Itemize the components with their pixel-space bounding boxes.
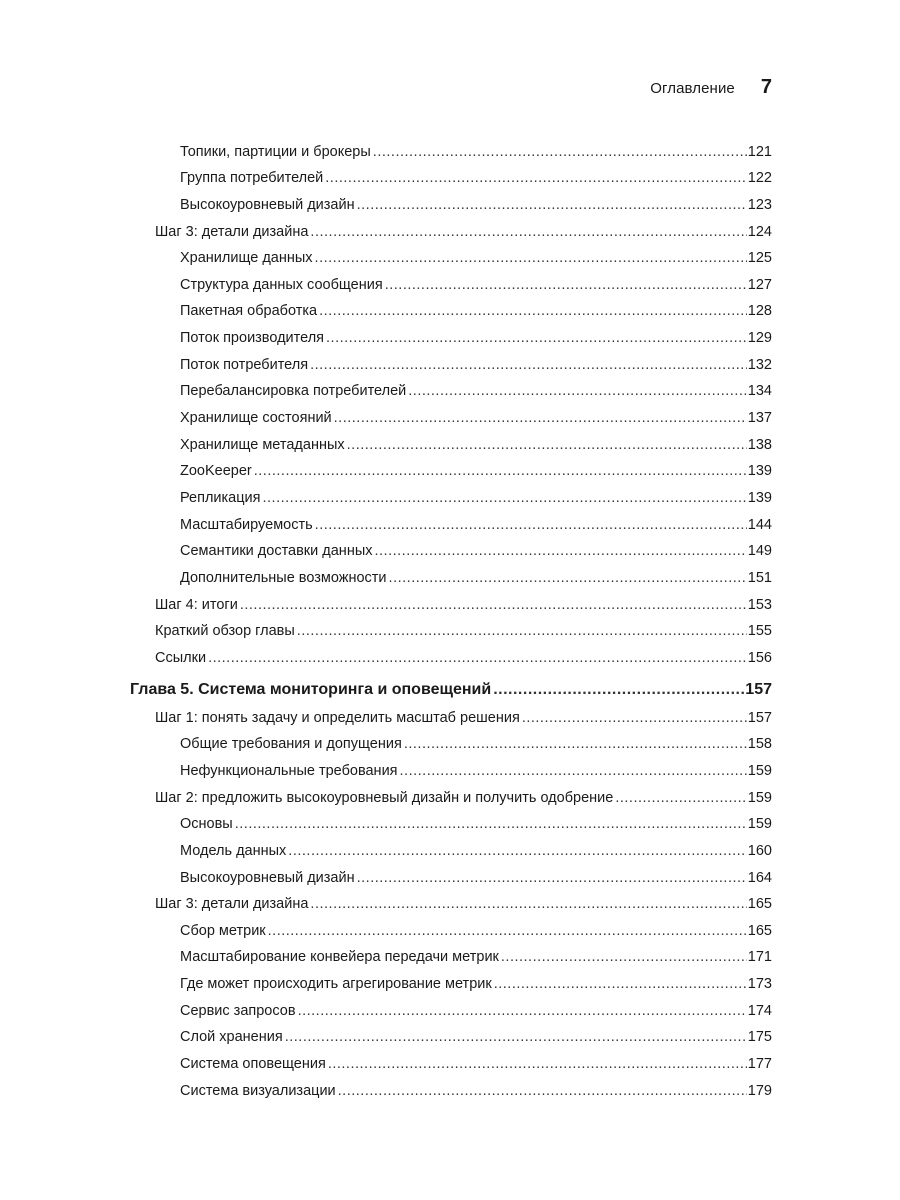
toc-entry xyxy=(180,378,772,404)
toc-entry xyxy=(180,971,772,997)
toc-entry-title: Дополнительные возможности xyxy=(180,570,387,586)
toc-entry-title: Модель данных xyxy=(180,843,287,859)
toc-entry-page: 144 xyxy=(747,517,772,533)
dot-leader xyxy=(615,785,746,811)
toc-entry-page: 159 xyxy=(747,763,772,779)
toc-entry-title: Поток производителя xyxy=(180,330,325,346)
dot-leader xyxy=(375,538,747,564)
dot-leader xyxy=(326,325,747,351)
dot-leader xyxy=(373,139,747,165)
toc-entry-title: Перебалансировка потребителей xyxy=(180,383,407,399)
toc-entry-title: Сбор метрик xyxy=(180,923,266,939)
toc-entry-page: 138 xyxy=(747,437,772,453)
toc-entry-title: Краткий обзор главы xyxy=(155,623,295,639)
toc-entry-title: Группа потребителей xyxy=(180,170,324,186)
toc-entry xyxy=(180,944,772,970)
toc-entry-page: 139 xyxy=(747,490,772,506)
toc-entry-title: Основы xyxy=(180,816,233,832)
toc-entry-page: 156 xyxy=(747,650,772,666)
toc-entry xyxy=(180,192,772,218)
toc-entry-title: Пакетная обработка xyxy=(180,303,318,319)
toc-entry-title: Шаг 3: детали дизайна xyxy=(155,224,309,240)
toc-entry xyxy=(155,618,772,644)
toc-entry-page: 171 xyxy=(747,949,772,965)
toc-entry-title: Хранилище состояний xyxy=(180,410,332,426)
dot-leader xyxy=(315,245,747,271)
toc-entry-page: 132 xyxy=(747,357,772,373)
toc-entry-page: 151 xyxy=(747,570,772,586)
toc-entry-page: 157 xyxy=(745,681,772,698)
dot-leader xyxy=(385,272,747,298)
dot-leader xyxy=(319,298,747,324)
toc-entry-title: Репликация xyxy=(180,490,261,506)
toc-entry-title: Сервис запросов xyxy=(180,1003,296,1019)
running-head-title: Оглавление xyxy=(650,80,735,97)
dot-leader xyxy=(297,618,747,644)
toc-entry-title: Хранилище данных xyxy=(180,250,313,266)
dot-leader xyxy=(310,891,746,917)
toc-entry-title: Хранилище метаданных xyxy=(180,437,345,453)
toc-entry-page: 159 xyxy=(747,790,772,806)
toc-entry-page: 173 xyxy=(747,976,772,992)
dot-leader xyxy=(268,918,747,944)
toc-entry xyxy=(180,731,772,757)
toc-entry xyxy=(155,592,772,618)
toc-entry-page: 174 xyxy=(747,1003,772,1019)
dot-leader xyxy=(240,592,747,618)
toc-entry-page: 177 xyxy=(747,1056,772,1072)
toc-entry xyxy=(180,865,772,891)
toc-entry xyxy=(180,998,772,1024)
toc-entry xyxy=(180,165,772,191)
toc-entry-title: Структура данных сообщения xyxy=(180,277,383,293)
dot-leader xyxy=(494,971,747,997)
toc-entry-title: Где может происходить агрегирование метрик xyxy=(180,976,492,992)
dot-leader xyxy=(315,512,747,538)
dot-leader xyxy=(338,1078,747,1104)
toc-entry-page: 165 xyxy=(747,896,772,912)
toc-entry-title: ZooKeeper xyxy=(180,463,252,479)
toc-entry xyxy=(155,645,772,671)
dot-leader xyxy=(334,405,747,431)
toc-entry xyxy=(180,245,772,271)
dot-leader xyxy=(208,645,747,671)
dot-leader xyxy=(357,192,747,218)
dot-leader xyxy=(501,944,747,970)
toc-entry-page: 125 xyxy=(747,250,772,266)
dot-leader xyxy=(298,998,747,1024)
toc-entry xyxy=(155,785,772,811)
dot-leader xyxy=(357,865,747,891)
running-head xyxy=(650,76,772,99)
toc-entry-title: Общие требования и допущения xyxy=(180,736,402,752)
dot-leader xyxy=(288,838,747,864)
toc-entry-page: 175 xyxy=(747,1029,772,1045)
dot-leader xyxy=(408,378,747,404)
toc-entry xyxy=(180,918,772,944)
toc-entry xyxy=(180,139,772,165)
toc-entry-title: Топики, партиции и брокеры xyxy=(180,144,371,160)
toc-entry xyxy=(180,1051,772,1077)
toc-entry-page: 134 xyxy=(747,383,772,399)
toc-entry-page: 155 xyxy=(747,623,772,639)
toc-entry-title: Семантики доставки данных xyxy=(180,543,373,559)
toc-entry-page: 122 xyxy=(747,170,772,186)
page-number: 7 xyxy=(760,76,772,98)
toc-entry xyxy=(180,432,772,458)
dot-leader xyxy=(263,485,747,511)
toc-entry xyxy=(180,298,772,324)
toc-entry xyxy=(180,758,772,784)
toc-entry-page: 160 xyxy=(747,843,772,859)
toc-entry xyxy=(180,272,772,298)
toc-entry-page: 159 xyxy=(747,816,772,832)
toc-entry-title: Нефункциональные требования xyxy=(180,763,398,779)
toc-entry-page: 153 xyxy=(747,597,772,613)
dot-leader xyxy=(404,731,747,757)
dot-leader xyxy=(235,811,747,837)
toc-entry xyxy=(155,891,772,917)
toc-entry xyxy=(180,405,772,431)
toc-entry-title: Глава 5. Система мониторинга и оповещений xyxy=(130,681,492,698)
toc-entry-page: 137 xyxy=(747,410,772,426)
dot-leader xyxy=(254,458,747,484)
toc-entry-title: Слой хранения xyxy=(180,1029,283,1045)
toc-entry xyxy=(155,705,772,731)
dot-leader xyxy=(310,219,746,245)
toc-entry-page: 179 xyxy=(747,1083,772,1099)
toc-entry xyxy=(180,1024,772,1050)
dot-leader xyxy=(347,432,747,458)
toc-entry-page: 139 xyxy=(747,463,772,479)
toc-entry-title: Шаг 2: предложить высокоуровневый дизайн и получить одобрение xyxy=(155,790,614,806)
toc-entry xyxy=(180,352,772,378)
toc-entry-title: Шаг 1: понять задачу и определить масштаб решения xyxy=(155,710,520,726)
toc-entry xyxy=(180,458,772,484)
toc-entry xyxy=(180,485,772,511)
toc-entry-page: 157 xyxy=(747,710,772,726)
toc-entry-title: Система оповещения xyxy=(180,1056,326,1072)
dot-leader xyxy=(389,565,747,591)
dot-leader xyxy=(493,677,744,703)
toc-entry-title: Система визуализации xyxy=(180,1083,336,1099)
toc-entry-title: Высокоуровневый дизайн xyxy=(180,197,355,213)
dot-leader xyxy=(400,758,747,784)
toc-entry xyxy=(180,1078,772,1104)
dot-leader xyxy=(328,1051,747,1077)
toc-entry-page: 129 xyxy=(747,330,772,346)
toc-chapter-entry xyxy=(130,677,772,703)
dot-leader xyxy=(285,1024,747,1050)
toc-entry-page: 121 xyxy=(747,144,772,160)
dot-leader xyxy=(310,352,747,378)
dot-leader xyxy=(325,165,747,191)
toc-entry-title: Масштабируемость xyxy=(180,517,313,533)
toc-entry xyxy=(180,811,772,837)
toc-entry-page: 158 xyxy=(747,736,772,752)
toc-entry-title: Высокоуровневый дизайн xyxy=(180,870,355,886)
toc-entry-title: Поток потребителя xyxy=(180,357,309,373)
toc-entry xyxy=(180,538,772,564)
toc-entry xyxy=(180,325,772,351)
toc-entry-page: 123 xyxy=(747,197,772,213)
toc-entry-title: Ссылки xyxy=(155,650,207,666)
toc-entry-page: 124 xyxy=(747,224,772,240)
toc-entry xyxy=(180,838,772,864)
toc-entry-title: Масштабирование конвейера передачи метрик xyxy=(180,949,499,965)
toc-entry-page: 165 xyxy=(747,923,772,939)
toc-entry xyxy=(180,565,772,591)
toc-entry xyxy=(180,512,772,538)
toc-entry-title: Шаг 4: итоги xyxy=(155,597,238,613)
toc-entry-title: Шаг 3: детали дизайна xyxy=(155,896,309,912)
toc-entry-page: 128 xyxy=(747,303,772,319)
toc-entry-page: 127 xyxy=(747,277,772,293)
toc-entry-page: 149 xyxy=(747,543,772,559)
dot-leader xyxy=(522,705,747,731)
toc-entry-page: 164 xyxy=(747,870,772,886)
toc-entry xyxy=(155,219,772,245)
